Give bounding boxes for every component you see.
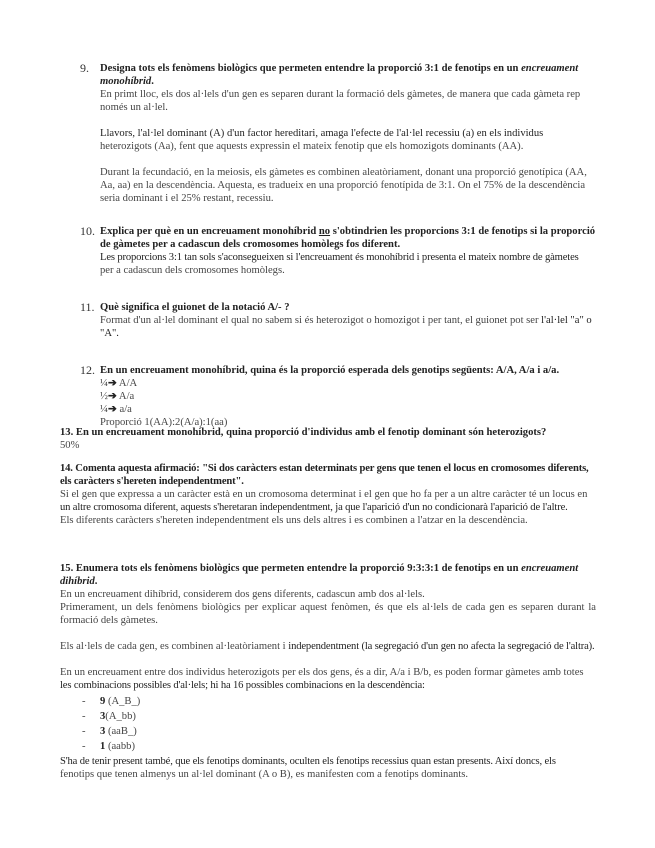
list-item: - 9 (A_B_) — [82, 696, 141, 707]
genotype-row: ¼➔ A/A — [100, 378, 138, 389]
paragraph: S'ha de tenir present també, que els fenotips dominants, oculten els fenotips recessius quan estan presents. Així doncs, els fenotips que tenen almenys un al·lel dominant (A o B), es manifesten com a fenotips dominants. — [60, 756, 556, 780]
question-title: Designa tots els fenòmens biològics que permeten entendre la proporció 3:1 de fenotips en un encreuament monohíbrid. — [100, 63, 579, 87]
answer-body: Si el gen que expressa a un caràcter està en un cromosoma determinat i el gen que ho fa per a un altre caràcter té un locus en un altre cromosoma diferent, aquests s'heretaran independentment, ja que l'aparició d'un no condicionarà l'aparició de l'altre. Els diferents caràcters s'hereten independentment els uns dels altres i es combinen a l'atzar en la descendència. — [60, 489, 588, 526]
arrow-icon: ➔ — [107, 391, 117, 402]
proportion: Proporció 1(AA):2(A/a):1(aa) — [100, 417, 228, 428]
question-10 — [60, 225, 600, 277]
question-9 — [60, 62, 600, 218]
paragraph: Primerament, un dels fenòmens biològics per explicar aquest fenòmen, és que els al·lels de cada gen es separen durant la formació dels gàmetes. — [60, 602, 596, 626]
answer-body: Les proporcions 3:1 tan sols s'aconsegueixen si l'encreuament és monohíbrid i presenta el mateix nombre de gàmetes per a cadascun dels cromosomes homòlegs. — [100, 252, 579, 276]
question-title: Explica per què en un encreuament monohíbrid no s'obtindrien les proporcions 3:1 de fenotips si la proporció de gàmetes per a cadascun dels cromosomes homòlegs fos diferent. — [100, 226, 596, 250]
question-title: 14. Comenta aquesta afirmació: "Si dos caràcters estan determinats per gens que tenen el locus en cromosomes diferents, els caràcters s'hereten independentment". — [60, 463, 589, 487]
paragraph: Llavors, l'al·lel dominant (A) d'un factor hereditari, amaga l'efecte de l'al·lel recessiu (a) en els individus heterozigots (Aa), fent que aquests expressin el mateix fenotip que els homozigots dominants (AA). — [100, 128, 544, 152]
answer-body: 50% — [60, 440, 80, 451]
paragraph: Durant la fecundació, en la meiosis, els gàmetes es combinen aleatòriament, donant una proporció genotípica (AA, Aa, aa) en la descendència. Aquesta, es tradueix en una proporció fenotípida de 3:1. On el 75% de la descendència seria dominant i el 25% restant, recessiu. — [100, 167, 587, 204]
question-title: Què significa el guionet de la notació A/- ? — [100, 302, 290, 313]
list-item: - 3 (aaB_) — [82, 726, 137, 737]
question-title: 13. En un encreuament monohíbrid, quina proporció d'individus amb el fenotip dominant són heterozigots? — [60, 427, 547, 438]
question-number: 12. — [80, 363, 95, 377]
arrow-icon: ➔ — [107, 404, 117, 415]
answer-body: Format d'un al·lel dominant el qual no sabem si és heterozigot o homozigot i per tant, el guionet pot ser l'al·lel "a" o "A". — [100, 315, 592, 339]
genotype-row: ¼➔ a/a — [100, 404, 132, 415]
question-14 — [60, 462, 596, 527]
paragraph: En un encreuament entre dos individus heterozigots per els dos gens, és a dir, A/a i B/b, es poden formar gàmetes amb totes les combinacions possibles d'al·lels; hi ha 16 possibles combinacions en la descendència: — [60, 667, 584, 691]
paragraph: En un encreuament dihíbrid, considerem dos gens diferents, cadascun amb dos al·lels. — [60, 589, 425, 600]
answer-body — [100, 88, 600, 205]
list-item: - 3(A_bb) — [82, 711, 136, 722]
answer-body — [100, 377, 600, 429]
question-15 — [60, 562, 596, 781]
question-number: 11. — [80, 300, 95, 314]
paragraph: Els al·lels de cada gen, es combinen al·leatòriament i independentment (la segregació d'un gen no afecta la segregació de l'altra). — [60, 641, 595, 652]
list-item: - 1 (aabb) — [82, 741, 136, 752]
combination-list — [60, 695, 596, 755]
paragraph: En primt lloc, els dos al·lels d'un gen es separen durant la formació dels gàmetes, de manera que cada gàmeta rep només un al·lel. — [100, 89, 581, 113]
question-11 — [60, 301, 600, 340]
genotype-row: ½➔ A/a — [100, 391, 135, 402]
question-title: En un encreuament monohíbrid, quina és la proporció esperada dels genotips següents: A/A, A/a i a/a. — [100, 365, 560, 376]
question-number: 10. — [80, 224, 95, 238]
arrow-icon: ➔ — [107, 378, 117, 389]
answer-body — [60, 588, 596, 781]
question-13 — [60, 426, 596, 452]
question-number: 9. — [80, 61, 89, 75]
question-title: 15. Enumera tots els fenòmens biològics que permeten entendre la proporció 9:3:3:1 de fenotips en un encreuament dihíbrid. — [60, 563, 579, 587]
question-12 — [60, 364, 600, 429]
